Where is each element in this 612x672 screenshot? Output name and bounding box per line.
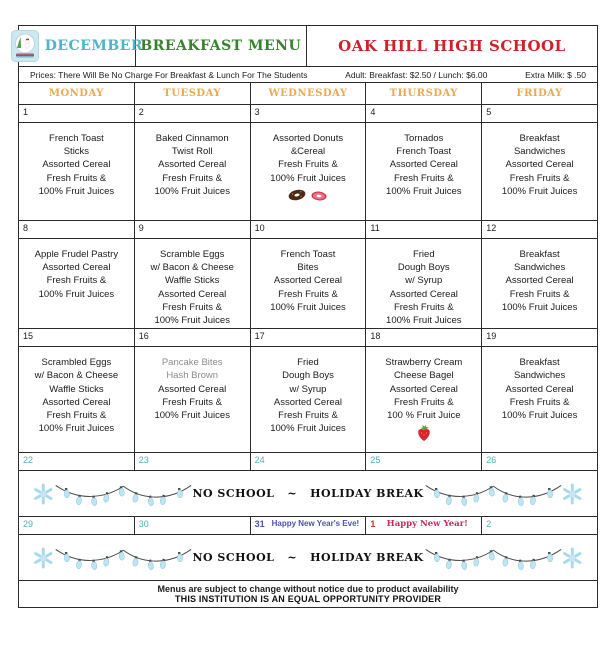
menu-item-line: French Toast bbox=[280, 249, 336, 260]
menu-item-line: 100% Fruit Juices bbox=[386, 315, 462, 327]
menu-item-line: w/ Bacon & Cheese bbox=[150, 262, 234, 274]
menu-item-line: Breakfast bbox=[519, 357, 560, 369]
menu-item-line: 100% Fruit Juices bbox=[270, 423, 346, 435]
menu-item-line: Apple Frudel Pastry bbox=[34, 249, 119, 260]
menu-item-line: Strawberry Cream bbox=[385, 357, 463, 369]
day-number: 9 bbox=[138, 223, 144, 233]
menu-item-line: Fresh Fruits & bbox=[278, 410, 338, 422]
day-number: 16 bbox=[138, 331, 149, 342]
day-menu-cell bbox=[482, 347, 598, 453]
menu-item-line: Assorted Cereal bbox=[42, 262, 111, 274]
day-number: 24 bbox=[254, 455, 265, 466]
menu-item-line: Fresh Fruits & bbox=[509, 288, 570, 300]
menu-item-line: Assorted Cereal bbox=[273, 275, 343, 287]
snowflake-icon bbox=[33, 545, 54, 571]
menu-item-line: 100 % Fruit Juice bbox=[387, 410, 461, 422]
holiday-band-row bbox=[19, 535, 598, 581]
menu-item-line: Baked Cinnamon bbox=[155, 133, 229, 144]
day-number-cell bbox=[134, 221, 250, 239]
menu-item-line: Tornados bbox=[404, 133, 444, 144]
day-header-thursday: THURSDAY bbox=[366, 83, 482, 105]
day-number-cell bbox=[134, 517, 250, 535]
menu-item-line: French Toast bbox=[49, 133, 104, 144]
day-number-cell bbox=[19, 221, 135, 239]
menu-item-line: Bites bbox=[297, 262, 319, 274]
menu-item-line: 100% Fruit Juices bbox=[154, 410, 230, 422]
menu-item-line: 100% Fruit Juices bbox=[270, 301, 346, 313]
day-header-tuesday: TUESDAY bbox=[134, 83, 250, 105]
day-number: 2 bbox=[486, 519, 492, 530]
menu-title: BREAKFAST MENU bbox=[140, 38, 302, 54]
day-number: 15 bbox=[23, 331, 34, 342]
menu-item-line: &Cereal bbox=[290, 146, 326, 158]
day-number: 1 bbox=[23, 107, 29, 117]
menu-item-line: 100% Fruit Juices bbox=[38, 185, 115, 197]
menu-item-line: 100% Fruit Juices bbox=[501, 410, 578, 422]
day-number: 2 bbox=[138, 107, 144, 117]
menu-item-line: 100% Fruit Juices bbox=[270, 172, 346, 184]
day-number-cell bbox=[19, 453, 135, 471]
snowflake-icon bbox=[33, 481, 54, 507]
menu-item-line: Breakfast bbox=[519, 133, 560, 144]
day-number: 1 bbox=[370, 519, 376, 530]
day-number: 19 bbox=[486, 331, 497, 342]
week-4-number-row bbox=[19, 453, 598, 471]
day-number-cell bbox=[482, 221, 598, 239]
snowflake-icon bbox=[562, 545, 583, 571]
day-number-cell bbox=[250, 517, 366, 535]
week-1-content-row bbox=[19, 123, 598, 221]
day-number-cell bbox=[19, 517, 135, 535]
menu-item-line: Dough Boys bbox=[282, 370, 334, 382]
menu-item-line: w/ Bacon & Cheese bbox=[34, 370, 119, 382]
adult-price-text: Adult: Breakfast: $2.50 / Lunch: $6.00 bbox=[345, 69, 488, 80]
menu-title-cell bbox=[136, 26, 307, 66]
day-number: 25 bbox=[370, 455, 381, 466]
day-header-monday: MONDAY bbox=[19, 83, 135, 105]
holiday-text: NO SCHOOL ~ HOLIDAY BREAK bbox=[192, 551, 424, 565]
day-number-cell bbox=[250, 329, 366, 347]
menu-item-line: Sandwiches bbox=[513, 146, 566, 158]
string-lights-icon bbox=[54, 542, 193, 574]
day-menu-cell bbox=[482, 239, 598, 329]
day-number-cell bbox=[366, 517, 482, 535]
snowflake-icon bbox=[562, 481, 583, 507]
prices-row bbox=[18, 67, 598, 83]
menu-item-line: Fresh Fruits & bbox=[393, 301, 454, 313]
holiday-band bbox=[19, 471, 598, 517]
menu-item-line: Assorted Cereal bbox=[158, 383, 227, 395]
menu-item-line: Fresh Fruits & bbox=[162, 396, 223, 408]
day-note: Happy New Year! bbox=[386, 519, 468, 530]
menu-item-line: Fried bbox=[297, 357, 319, 369]
week-3-content-row bbox=[19, 347, 598, 453]
day-menu-cell bbox=[366, 239, 482, 329]
day-header-wednesday: WEDNESDAY bbox=[250, 83, 366, 105]
day-number-cell bbox=[366, 329, 482, 347]
menu-item-line: Assorted Cereal bbox=[42, 396, 111, 408]
menu-item-line: Fresh Fruits & bbox=[278, 288, 338, 300]
day-number-cell bbox=[134, 453, 250, 471]
footer bbox=[18, 580, 598, 608]
extra-milk-price-text: Extra Milk: $ .50 bbox=[525, 69, 586, 80]
day-number: 11 bbox=[370, 223, 380, 233]
footer-disclaimer: Menus are subject to change without notice due to product availability bbox=[157, 584, 459, 595]
day-number: 3 bbox=[254, 107, 260, 117]
day-number: 12 bbox=[486, 223, 497, 233]
menu-item-line: 100% Fruit Juices bbox=[154, 185, 230, 197]
menu-item-line: Fresh Fruits & bbox=[278, 159, 338, 171]
menu-item-line: Fresh Fruits & bbox=[162, 172, 223, 184]
menu-item-line: Fried bbox=[412, 249, 435, 260]
day-menu-cell bbox=[134, 239, 250, 329]
menu-item-line: Pancake Bites bbox=[161, 357, 223, 369]
menu-item-line: 100% Fruit Juices bbox=[38, 288, 115, 300]
day-number-cell bbox=[134, 329, 250, 347]
day-number-cell bbox=[482, 517, 598, 535]
menu-item-line: w/ Syrup bbox=[289, 383, 327, 395]
menu-item-line: w/ Syrup bbox=[405, 275, 443, 287]
menu-item-line: 100% Fruit Juices bbox=[501, 301, 578, 313]
menu-item-line: 100% Fruit Juices bbox=[501, 185, 578, 197]
day-number: 23 bbox=[138, 455, 149, 466]
menu-item-line: Fresh Fruits & bbox=[393, 396, 454, 408]
week-2-content-row bbox=[19, 239, 598, 329]
week-5-number-row bbox=[19, 517, 598, 535]
week-1-number-row bbox=[19, 105, 598, 123]
day-note: Happy New Year's Eve! bbox=[271, 519, 360, 529]
day-menu-cell bbox=[19, 239, 135, 329]
day-number-cell bbox=[366, 221, 482, 239]
month-cell bbox=[19, 26, 144, 66]
day-number-cell bbox=[482, 105, 598, 123]
day-number: 17 bbox=[254, 331, 265, 342]
day-menu-cell bbox=[366, 123, 482, 221]
day-number-cell bbox=[19, 105, 135, 123]
day-number: 5 bbox=[486, 107, 492, 117]
menu-item-line: Fresh Fruits & bbox=[162, 301, 223, 313]
holiday-band bbox=[19, 535, 598, 581]
day-number: 29 bbox=[23, 519, 34, 530]
student-price-text: Prices: There Will Be No Charge For Breakfast & Lunch For The Students bbox=[30, 69, 308, 80]
string-lights-icon bbox=[54, 478, 193, 510]
day-menu-cell bbox=[250, 239, 366, 329]
donut-icon bbox=[286, 187, 330, 203]
day-menu-cell bbox=[482, 123, 598, 221]
school-name: OAK HILL HIGH SCHOOL bbox=[338, 37, 566, 55]
day-number: 8 bbox=[23, 223, 29, 233]
menu-item-line: Twist Roll bbox=[171, 146, 213, 158]
menu-item-line: Assorted Cereal bbox=[42, 159, 111, 171]
day-menu-cell bbox=[366, 347, 482, 453]
day-number-cell bbox=[366, 453, 482, 471]
menu-item-line: Assorted Cereal bbox=[389, 288, 458, 300]
menu-item-line: Assorted Cereal bbox=[158, 159, 227, 171]
day-number: 10 bbox=[254, 223, 265, 233]
menu-item-line: Assorted Cereal bbox=[505, 383, 574, 395]
strawberry-icon bbox=[416, 424, 432, 442]
week-2-number-row bbox=[19, 221, 598, 239]
string-lights-icon bbox=[424, 542, 563, 574]
menu-item-line: Fresh Fruits & bbox=[46, 410, 107, 422]
menu-item-line: French Toast bbox=[396, 146, 452, 158]
day-number: 4 bbox=[370, 107, 376, 117]
menu-item-line: Sandwiches bbox=[513, 370, 566, 382]
menu-item-line: Waffle Sticks bbox=[49, 383, 104, 395]
menu-item-line: Assorted Cereal bbox=[158, 288, 227, 300]
day-menu-cell bbox=[19, 123, 135, 221]
holiday-band-row bbox=[19, 471, 598, 517]
menu-item-line: Fresh Fruits & bbox=[393, 172, 454, 184]
menu-item-line: Fresh Fruits & bbox=[46, 275, 107, 287]
day-menu-cell bbox=[134, 123, 250, 221]
menu-item-line: Fresh Fruits & bbox=[46, 172, 107, 184]
day-number: 26 bbox=[486, 455, 497, 466]
menu-item-line: Assorted Donuts bbox=[272, 133, 344, 144]
day-menu-cell bbox=[19, 347, 135, 453]
string-lights-icon bbox=[424, 478, 563, 510]
menu-item-line: 100% Fruit Juices bbox=[38, 423, 115, 435]
day-number: 22 bbox=[23, 455, 34, 466]
day-number: 31 bbox=[254, 519, 265, 530]
menu-item-line: Assorted Cereal bbox=[273, 396, 343, 408]
header-row bbox=[18, 25, 598, 67]
menu-item-line: Hash Brown bbox=[166, 370, 219, 382]
snow-globe-icon bbox=[11, 30, 39, 62]
day-menu-cell bbox=[250, 347, 366, 453]
holiday-text: NO SCHOOL ~ HOLIDAY BREAK bbox=[192, 487, 424, 501]
footer-equal-opportunity: THIS INSTITUTION IS AN EQUAL OPPORTUNITY PROVIDER bbox=[174, 594, 442, 605]
menu-item-line: 100% Fruit Juices bbox=[386, 185, 462, 197]
menu-item-line: Scramble Eggs bbox=[159, 249, 225, 260]
day-number: 30 bbox=[138, 519, 149, 530]
calendar-table bbox=[18, 82, 598, 581]
school-cell bbox=[307, 26, 597, 66]
menu-item-line: Assorted Cereal bbox=[505, 159, 574, 171]
day-number: 18 bbox=[370, 331, 381, 342]
menu-item-line: Dough Boys bbox=[397, 262, 450, 274]
day-header-row bbox=[19, 83, 598, 105]
menu-item-line: Scrambled Eggs bbox=[41, 357, 112, 369]
day-number-cell bbox=[134, 105, 250, 123]
menu-item-line: Fresh Fruits & bbox=[509, 396, 570, 408]
menu-item-line: Assorted Cereal bbox=[505, 275, 574, 287]
day-number-cell bbox=[482, 453, 598, 471]
day-header-friday: FRIDAY bbox=[482, 83, 598, 105]
day-number-cell bbox=[250, 105, 366, 123]
menu-item-line: Waffle Sticks bbox=[165, 275, 220, 287]
menu-item-line: Sticks bbox=[63, 146, 90, 158]
menu-item-line: Breakfast bbox=[519, 249, 560, 260]
day-number-cell bbox=[482, 329, 598, 347]
menu-item-line: Sandwiches bbox=[513, 262, 566, 274]
day-menu-cell bbox=[250, 123, 366, 221]
menu-item-line: 100% Fruit Juices bbox=[154, 315, 230, 327]
day-number-cell bbox=[366, 105, 482, 123]
menu-item-line: Assorted Cereal bbox=[389, 159, 458, 171]
day-menu-cell bbox=[134, 347, 250, 453]
day-number-cell bbox=[250, 221, 366, 239]
menu-sheet bbox=[18, 25, 598, 608]
menu-item-line: Cheese Bagel bbox=[393, 370, 454, 382]
week-3-number-row bbox=[19, 329, 598, 347]
day-number-cell bbox=[250, 453, 366, 471]
menu-item-line: Assorted Cereal bbox=[389, 383, 458, 395]
day-number-cell bbox=[19, 329, 135, 347]
menu-item-line: Fresh Fruits & bbox=[509, 172, 570, 184]
month-title: DECEMBER bbox=[44, 38, 144, 54]
